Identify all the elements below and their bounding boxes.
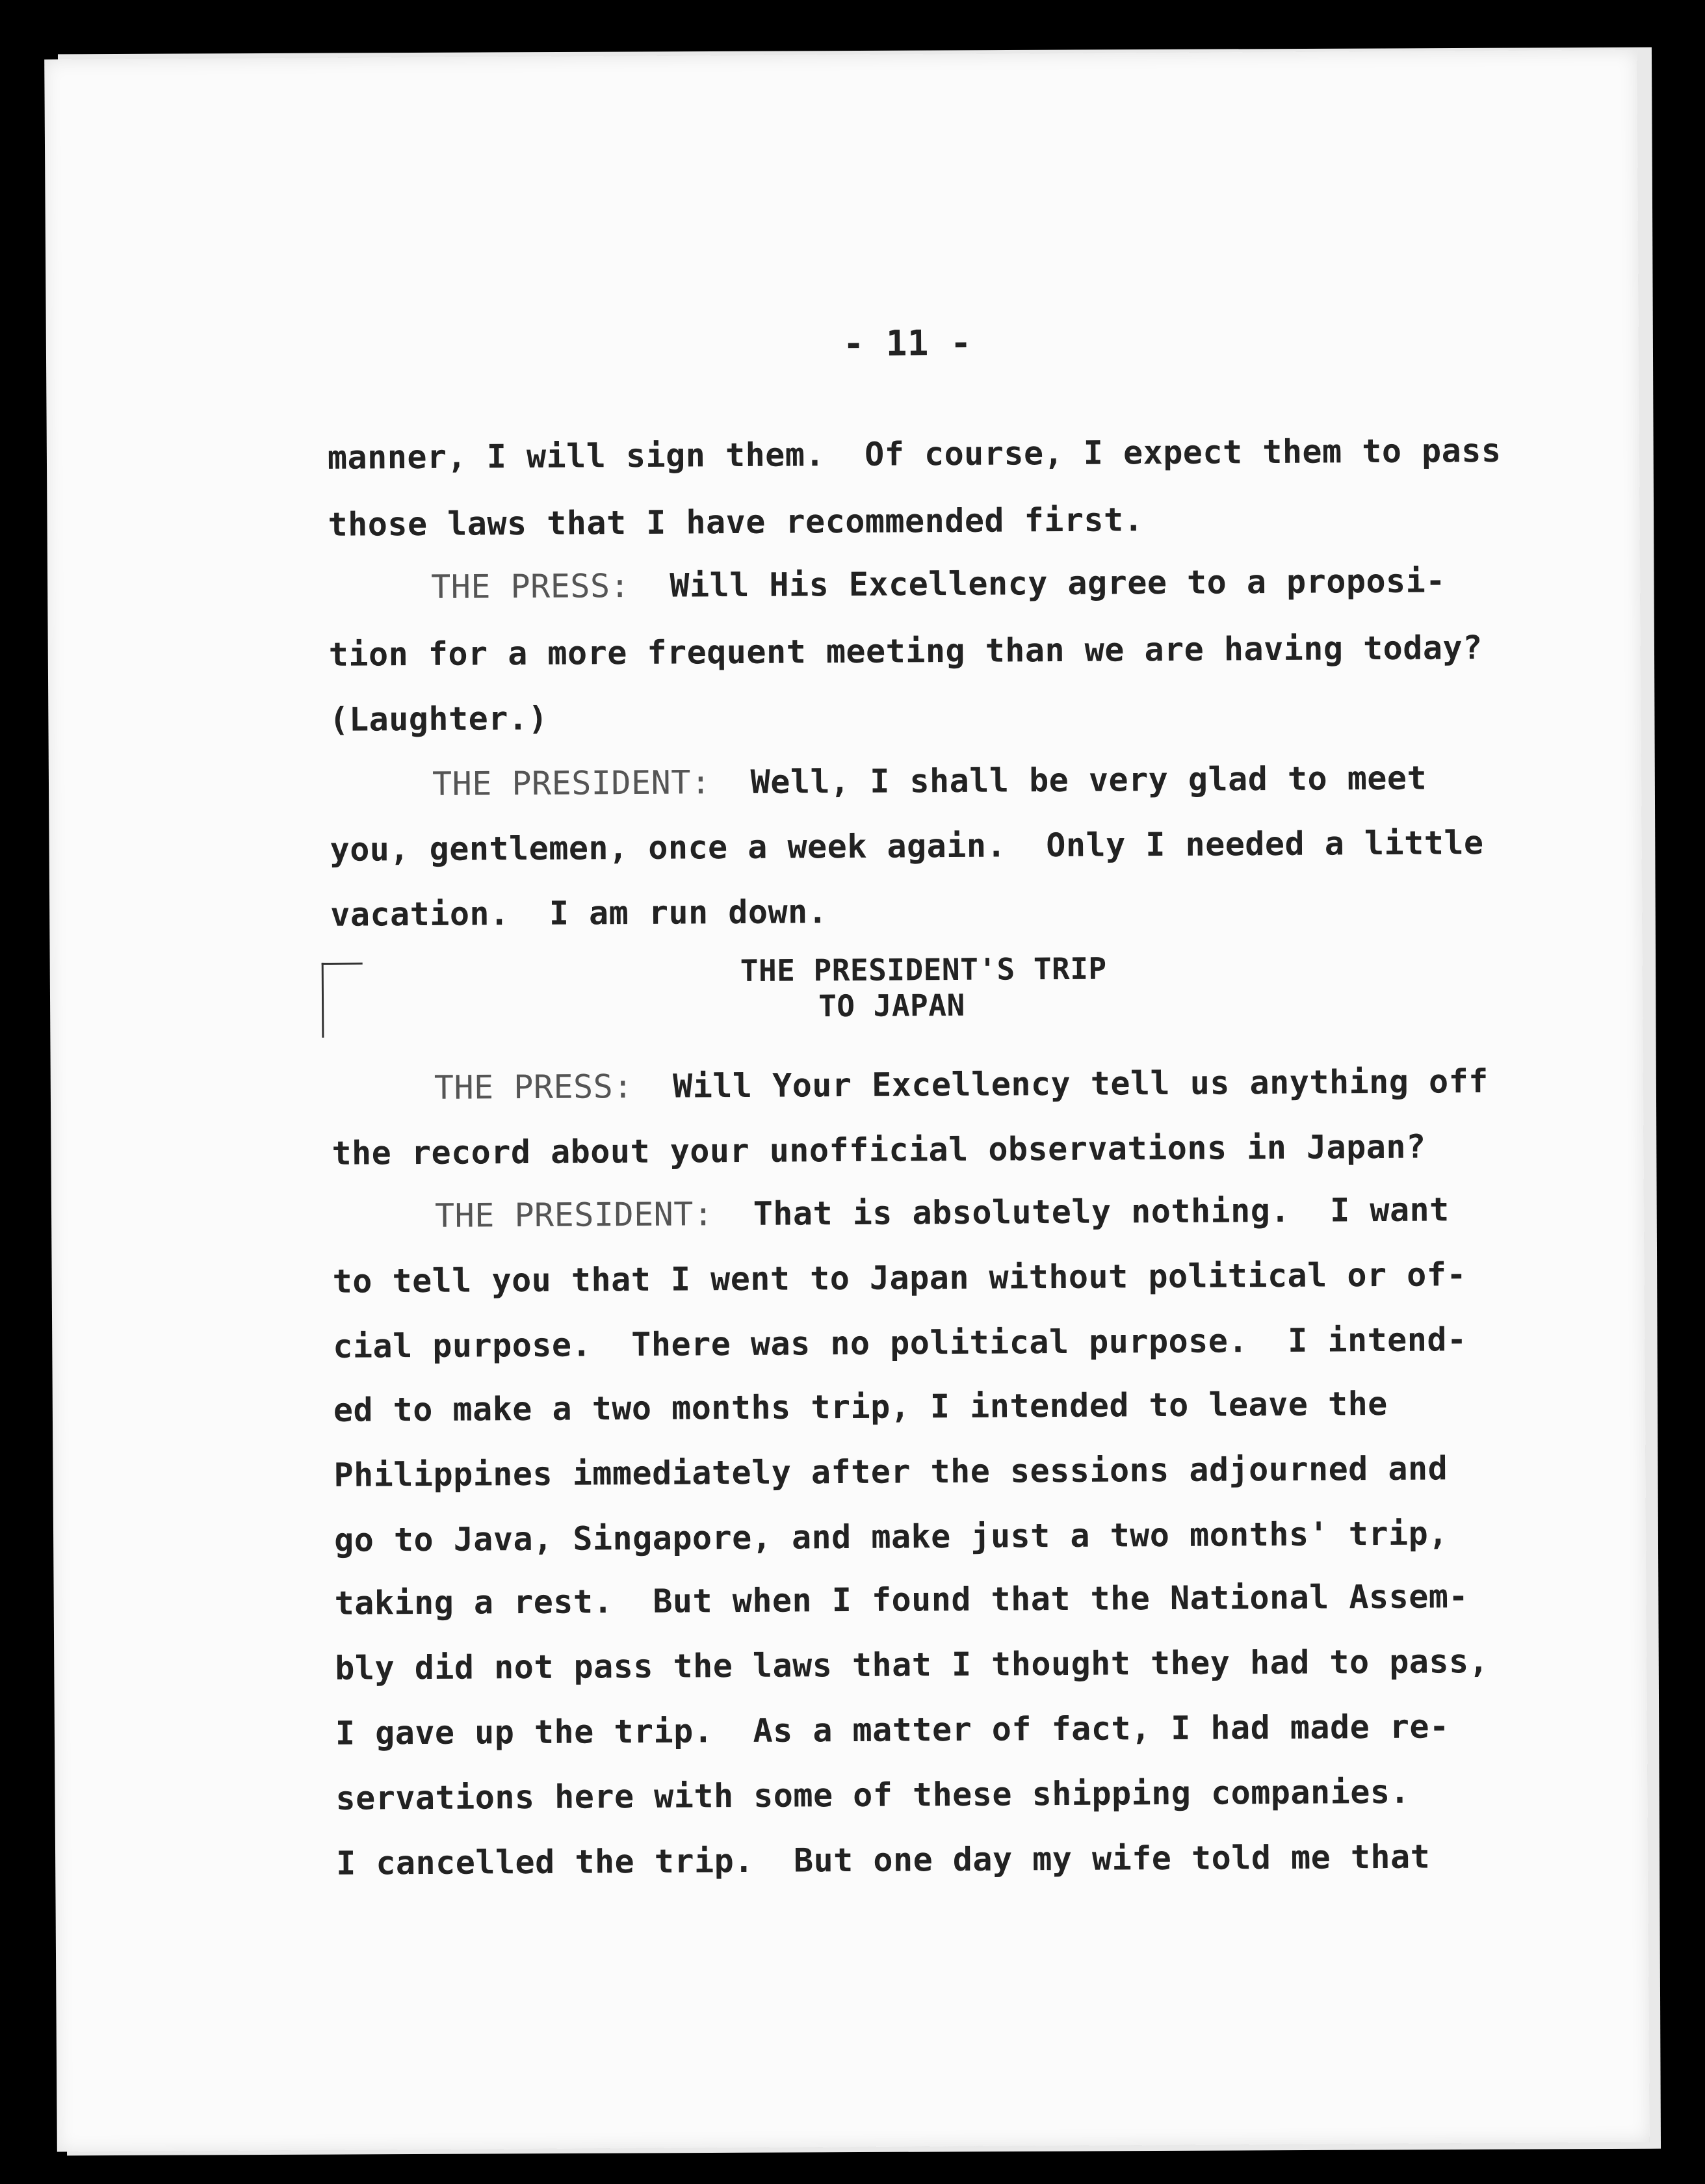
text-line: [49, 758, 1705, 803]
text-line: vacation. I am run down.: [330, 893, 828, 934]
typewritten-sheet: [44, 50, 1650, 2152]
text-line: bly did not pass the laws that I thought they had to pass,: [335, 1642, 1489, 1687]
speaker-label: THE PRESS:: [430, 567, 631, 606]
text-line: cial purpose. There was no political purpose. I intend-: [333, 1321, 1467, 1365]
line-text: Will His Excellency agree to a proposi-: [670, 562, 1446, 605]
text-line: (Laughter.): [329, 699, 549, 739]
text-line: manner, I will sign them. Of course, I expect them to pass: [327, 431, 1502, 477]
speaker-label: THE PRESIDENT:: [434, 1195, 714, 1235]
page-number: - 11 -: [842, 322, 972, 365]
text-line: ed to make a two months trip, I intended to leave the: [333, 1384, 1388, 1429]
text-line: those laws that I have recommended first.: [328, 501, 1144, 544]
text-line: [51, 1062, 1705, 1107]
section-heading: THE PRESIDENT'S TRIP: [740, 951, 1107, 988]
text-line: the record about your unofficial observations in Japan?: [332, 1127, 1426, 1172]
text-line: [47, 561, 1705, 606]
text-line: taking a rest. But when I found that the National Assem-: [334, 1577, 1469, 1622]
line-text: Will Your Excellency tell us anything off: [672, 1062, 1489, 1105]
text-line: to tell you that I went to Japan without political or of-: [332, 1256, 1467, 1300]
text-line: go to Java, Singapore, and make just a two months' trip,: [333, 1514, 1449, 1559]
text-line: servations here with some of these shipping companies.: [335, 1772, 1411, 1817]
line-text: That is absolutely nothing. I want: [753, 1191, 1450, 1233]
text-line: you, gentlemen, once a week again. Only I needed a little: [330, 824, 1484, 869]
text-line: [51, 1190, 1705, 1235]
speaker-label: THE PRESIDENT:: [432, 763, 711, 803]
section-heading: TO JAPAN: [818, 987, 965, 1024]
line-text: Well, I shall be very glad to meet: [750, 759, 1427, 801]
text-line: Philippines immediately after the sessions adjourned and: [333, 1449, 1448, 1494]
text-line: I gave up the trip. As a matter of fact, I had made re-: [335, 1707, 1450, 1752]
text-line: tion for a more frequent meeting than we are having today?: [328, 629, 1483, 674]
speaker-label: THE PRESS:: [434, 1068, 634, 1107]
text-line: I cancelled the trip. But one day my wife told me that: [335, 1837, 1431, 1882]
